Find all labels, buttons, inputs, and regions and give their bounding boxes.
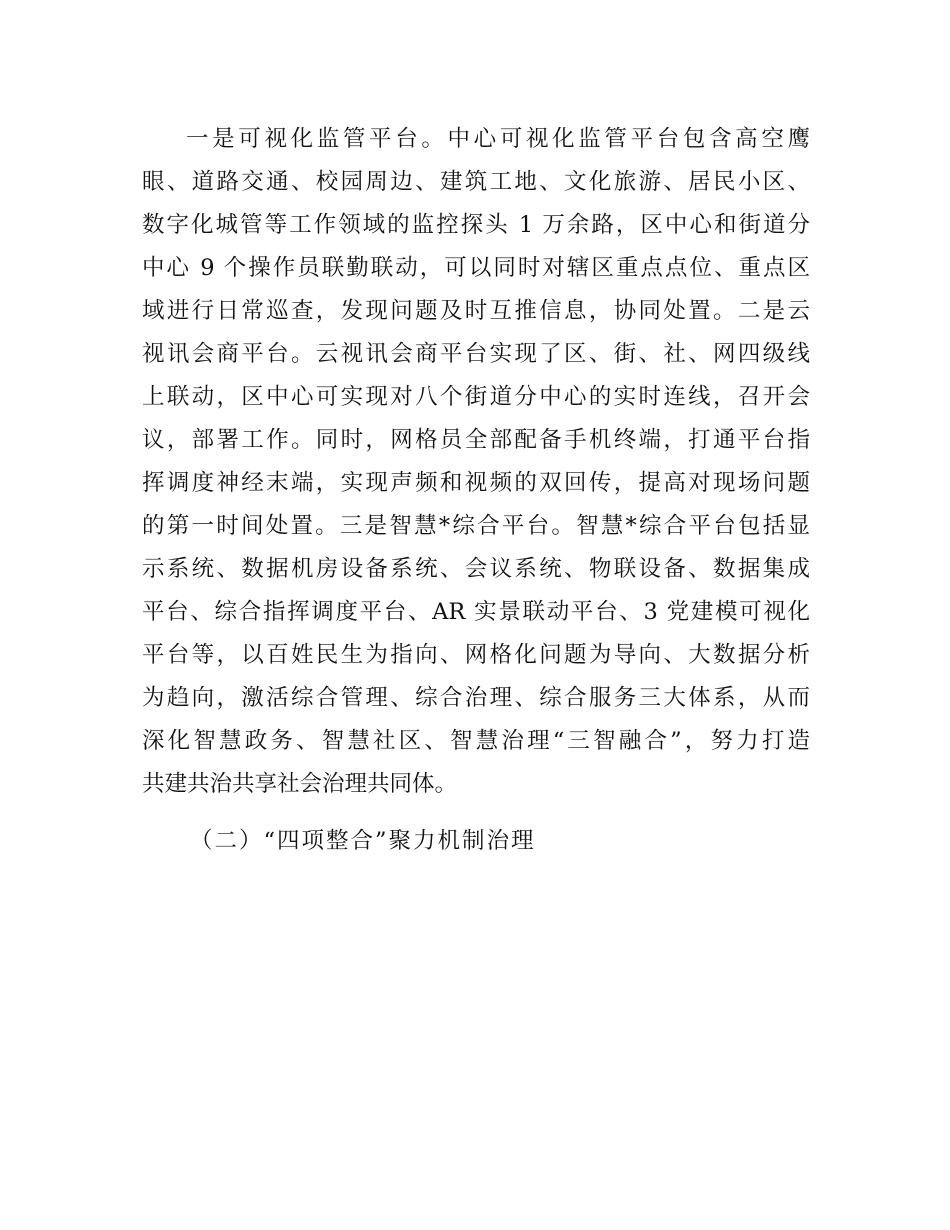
paragraph-line: 一是可视化监管平台。中心可视化监管平台包含高空鹰 xyxy=(186,126,810,152)
section-heading: （二）“四项整合”聚力机制治理 xyxy=(190,828,536,854)
paragraph-line: 上联动，区中心可实现对八个街道分中心的实时连线，召开会 xyxy=(142,384,810,410)
paragraph-line: 挥调度神经末端，实现声频和视频的双回传，提高对现场问题 xyxy=(142,470,810,496)
paragraph-line: 平台、综合指挥调度平台、AR 实景联动平台、3 党建模可视化 xyxy=(142,599,810,625)
paragraph-line: 平台等，以百姓民生为指向、网格化问题为导向、大数据分析 xyxy=(142,642,810,668)
paragraph-line: 眼、道路交通、校园周边、建筑工地、文化旅游、居民小区、 xyxy=(142,169,810,195)
paragraph-line: 议，部署工作。同时，网格员全部配备手机终端，打通平台指 xyxy=(142,427,810,453)
paragraph-line: 共建共治共享社会治理共同体。 xyxy=(142,771,458,797)
paragraph-line: 为趋向，激活综合管理、综合治理、综合服务三大体系，从而 xyxy=(142,685,810,711)
paragraph-line: 域进行日常巡查，发现问题及时互推信息，协同处置。二是云 xyxy=(142,298,810,324)
paragraph-line: 示系统、数据机房设备系统、会议系统、物联设备、数据集成 xyxy=(142,556,810,582)
paragraph-line: 数字化城管等工作领域的监控探头 1 万余路，区中心和街道分 xyxy=(142,212,810,238)
paragraph-line: 深化智慧政务、智慧社区、智慧治理“三智融合”，努力打造 xyxy=(142,728,810,754)
paragraph-line: 的第一时间处置。三是智慧*综合平台。智慧*综合平台包括显 xyxy=(142,513,810,539)
paragraph-line: 视讯会商平台。云视讯会商平台实现了区、街、社、网四级线 xyxy=(142,341,810,367)
paragraph-line: 中心 9 个操作员联勤联动，可以同时对辖区重点点位、重点区 xyxy=(142,255,810,281)
